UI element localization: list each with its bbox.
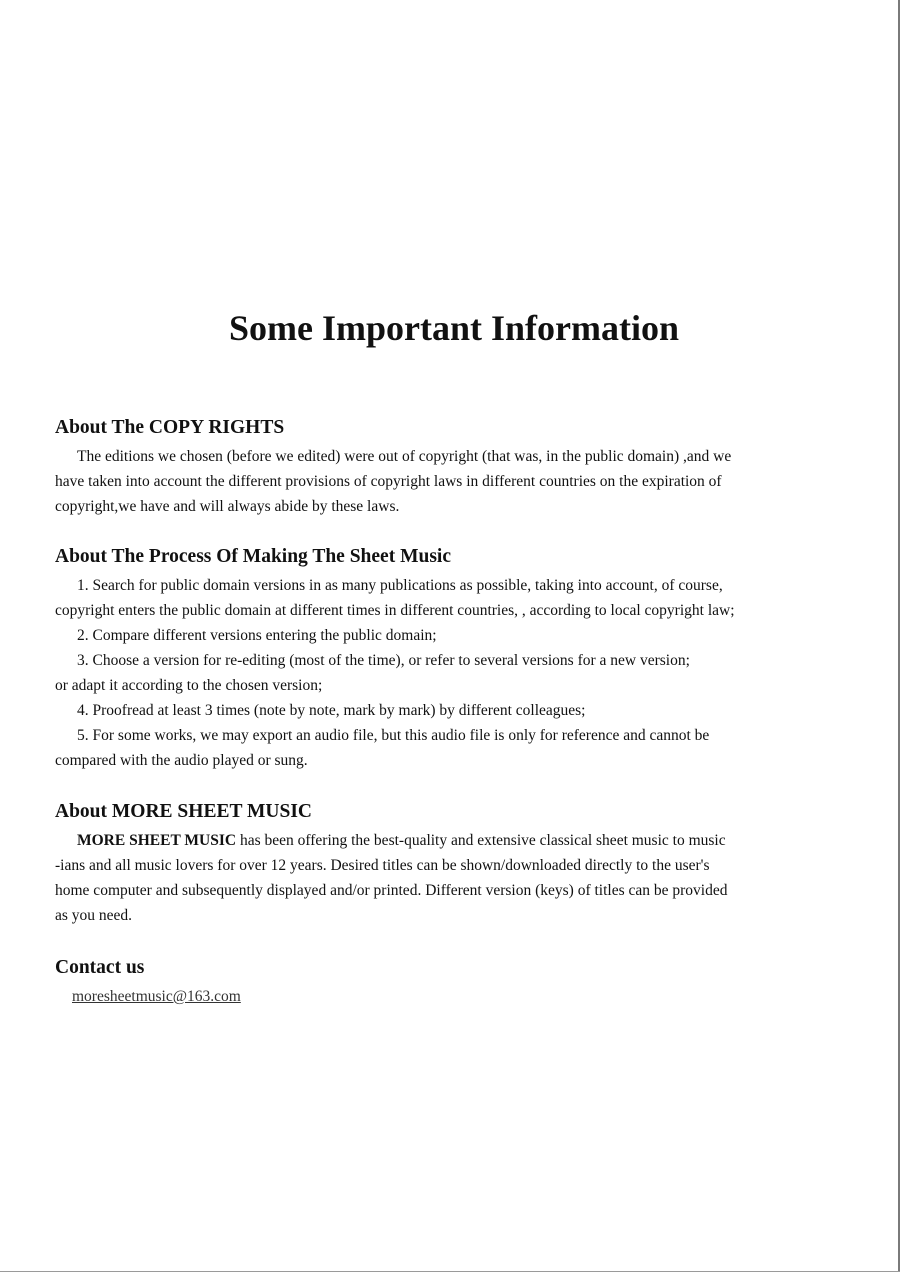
copyright-paragraph	[55, 444, 855, 519]
process-step-line: 5. For some works, we may export an audio file, but this audio file is only for reference and cannot be	[77, 727, 710, 744]
contact-heading: Contact us	[55, 957, 145, 978]
about-heading: About MORE SHEET MUSIC	[55, 801, 312, 822]
about-section	[55, 800, 855, 928]
process-step-line: 2. Compare different versions entering the public domain;	[77, 627, 437, 644]
copyright-line: The editions we chosen (before we edited) were out of copyright (that was, in the public domain) ,and we	[77, 448, 732, 465]
about-line: -ians and all music lovers for over 12 years. Desired titles can be shown/downloaded directly to the user's	[55, 857, 710, 874]
process-step-line: 1. Search for public domain versions in as many publications as possible, taking into account, of course,	[77, 577, 723, 594]
page-title: Some Important Information	[229, 308, 679, 348]
copyright-section	[55, 416, 855, 519]
process-step-line: compared with the audio played or sung.	[55, 752, 308, 769]
process-heading: About The Process Of Making The Sheet Music	[55, 546, 451, 567]
about-line: has been offering the best-quality and extensive classical sheet music to music	[236, 832, 726, 849]
copyright-line: have taken into account the different provisions of copyright laws in different countries on the expiration of	[55, 473, 722, 490]
process-step-line: 3. Choose a version for re-editing (most of the time), or refer to several versions for a new version;	[77, 652, 690, 669]
process-section	[55, 545, 855, 773]
copyright-line: copyright,we have and will always abide by these laws.	[55, 498, 400, 515]
copyright-heading: About The COPY RIGHTS	[55, 417, 285, 438]
contact-section	[55, 956, 855, 1009]
contact-email-link[interactable]: moresheetmusic@163.com	[72, 988, 241, 1005]
process-paragraph	[55, 573, 855, 773]
brand-name: MORE SHEET MUSIC	[77, 832, 237, 849]
about-line: as you need.	[55, 907, 133, 924]
about-paragraph	[55, 828, 855, 928]
process-step-line: 4. Proofread at least 3 times (note by note, mark by mark) by different colleagues;	[77, 702, 586, 719]
about-line: home computer and subsequently displayed and/or printed. Different version (keys) of titles can be provided	[55, 882, 728, 899]
process-step-line: copyright enters the public domain at different times in different countries, , according to local copyright law;	[55, 602, 735, 619]
process-step-line: or adapt it according to the chosen version;	[55, 677, 323, 694]
